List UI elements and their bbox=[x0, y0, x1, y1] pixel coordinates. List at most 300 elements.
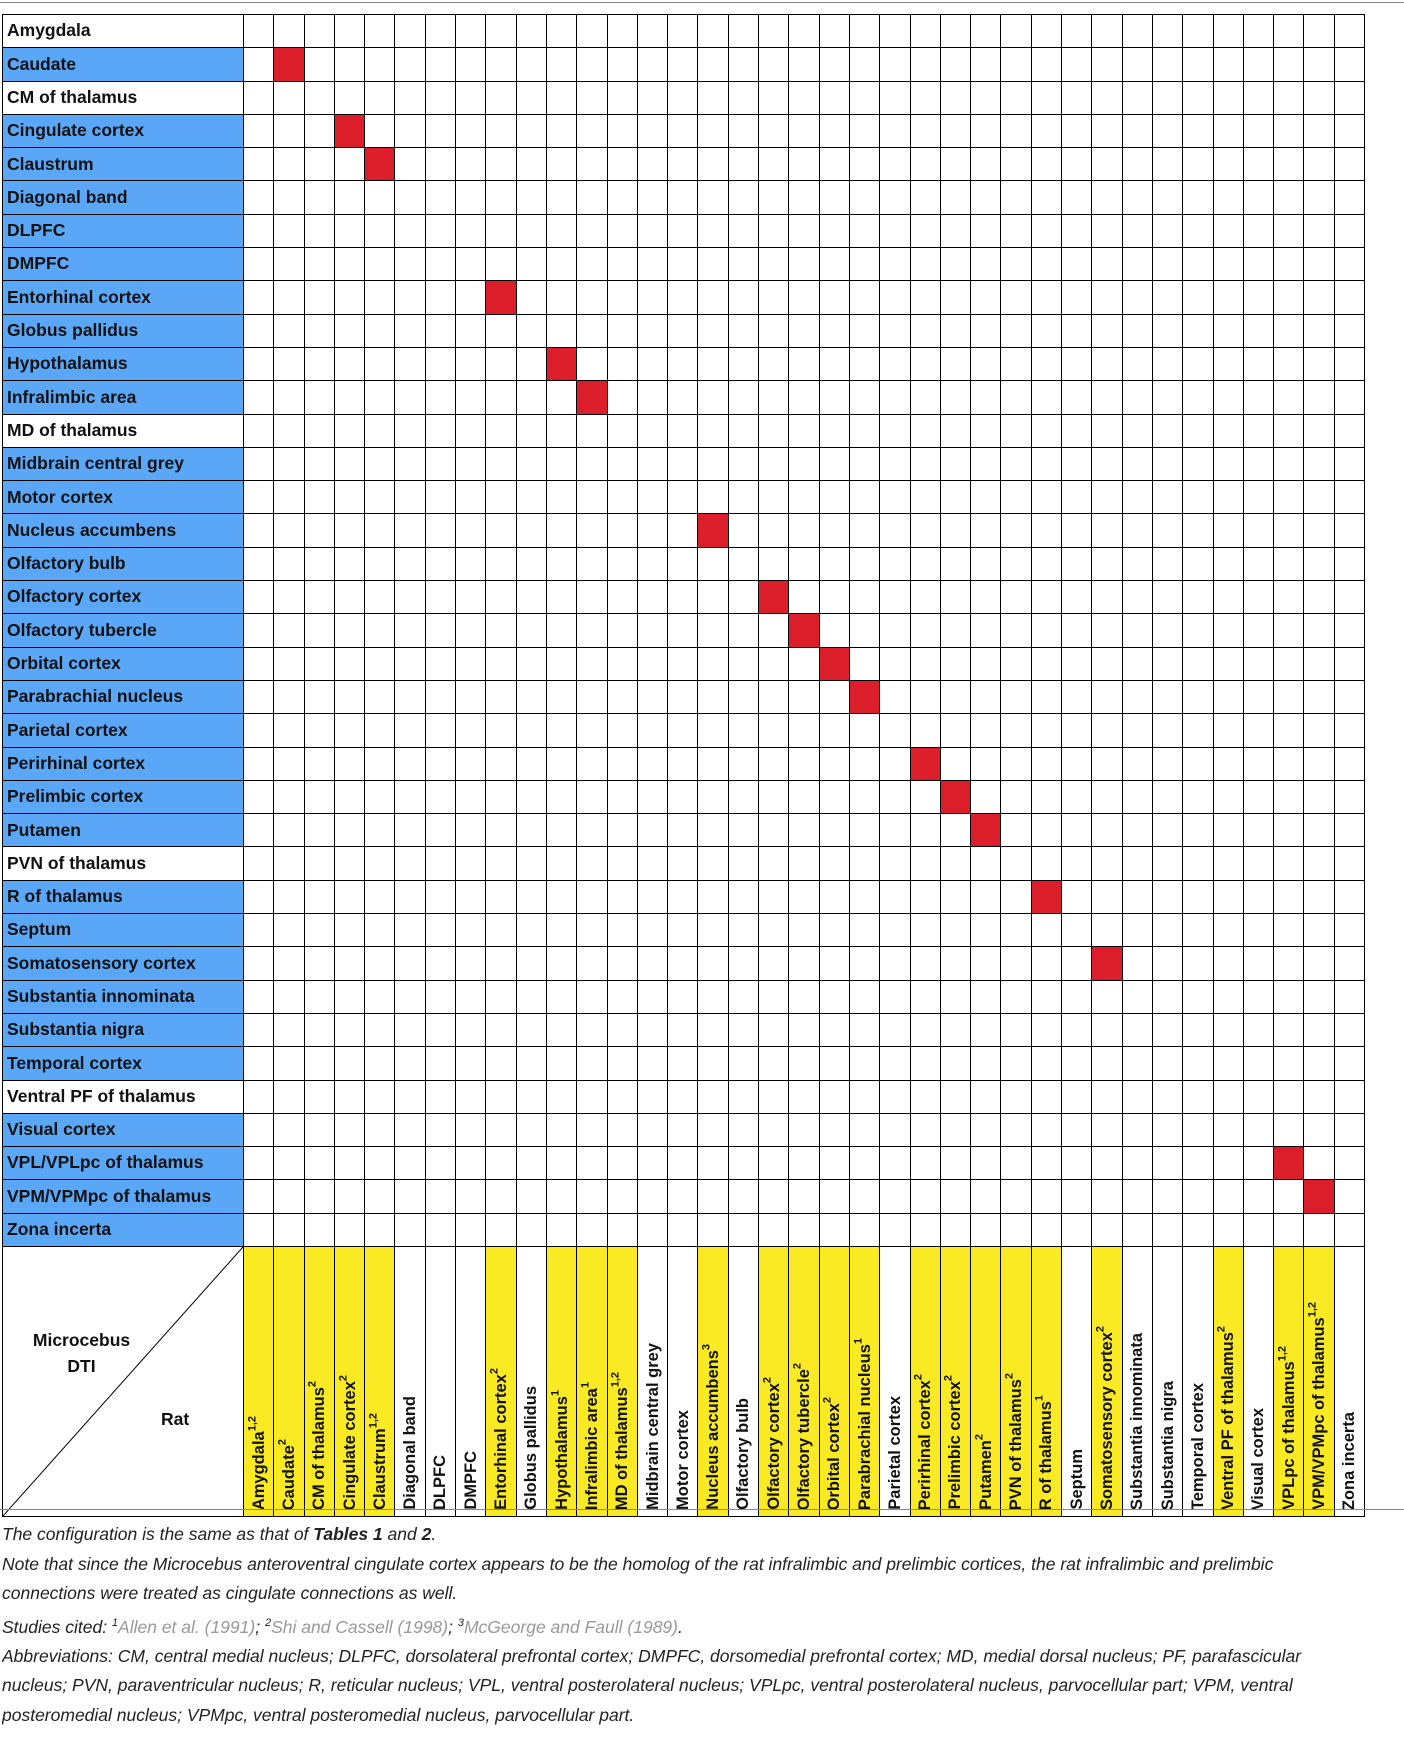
connection-cell bbox=[546, 1047, 576, 1080]
connection-cell bbox=[1243, 780, 1273, 813]
connection-cell bbox=[819, 581, 849, 614]
column-label: Midbrain central grey bbox=[637, 1246, 667, 1516]
connection-cell bbox=[1334, 1213, 1364, 1246]
connection-cell bbox=[728, 614, 758, 647]
connection-cell bbox=[940, 481, 970, 514]
connection-cell bbox=[910, 414, 940, 447]
corner-label-rat: Rat bbox=[161, 1408, 190, 1429]
connection-cell bbox=[1031, 1147, 1061, 1180]
connection-cell bbox=[1274, 48, 1304, 81]
connection-cell bbox=[304, 414, 334, 447]
connection-cell bbox=[1274, 148, 1304, 181]
connection-cell bbox=[698, 780, 728, 813]
connection-cell bbox=[1274, 847, 1304, 880]
connection-cell bbox=[1122, 1213, 1152, 1246]
connection-cell bbox=[516, 547, 546, 580]
column-label: Infralimbic area$^1$ bbox=[577, 1246, 607, 1516]
connection-cell bbox=[304, 914, 334, 947]
connection-cell bbox=[1274, 181, 1304, 214]
connection-cell-marked bbox=[334, 114, 364, 147]
connection-cell bbox=[365, 181, 395, 214]
connection-cell bbox=[880, 1013, 910, 1046]
connection-cell bbox=[1031, 780, 1061, 813]
connection-cell bbox=[274, 780, 304, 813]
connection-cell bbox=[1092, 214, 1122, 247]
connection-cell bbox=[1304, 481, 1334, 514]
connection-cell bbox=[1031, 114, 1061, 147]
connection-cell bbox=[1334, 281, 1364, 314]
row-label: Diagonal band bbox=[3, 181, 244, 214]
connection-cell bbox=[456, 447, 486, 480]
connection-cell bbox=[668, 314, 698, 347]
connection-cell bbox=[1304, 614, 1334, 647]
connection-cell bbox=[971, 381, 1001, 414]
connection-cell bbox=[425, 81, 455, 114]
connection-cell bbox=[1213, 914, 1243, 947]
connection-cell bbox=[365, 980, 395, 1013]
connection-cell bbox=[759, 314, 789, 347]
connection-cell bbox=[971, 1013, 1001, 1046]
connection-cell bbox=[1152, 947, 1182, 980]
connection-cell bbox=[1213, 481, 1243, 514]
connection-cell bbox=[516, 914, 546, 947]
connection-cell bbox=[1152, 114, 1182, 147]
connection-cell bbox=[304, 1047, 334, 1080]
connection-cell bbox=[728, 647, 758, 680]
connection-cell bbox=[425, 1113, 455, 1146]
connection-cell bbox=[334, 214, 364, 247]
connection-cell bbox=[789, 314, 819, 347]
connection-cell bbox=[668, 148, 698, 181]
connection-cell bbox=[668, 947, 698, 980]
connection-cell bbox=[668, 880, 698, 913]
row-label: Entorhinal cortex bbox=[3, 281, 244, 314]
connection-cell bbox=[698, 214, 728, 247]
connection-cell bbox=[546, 447, 576, 480]
connection-cell bbox=[607, 1180, 637, 1213]
connection-cell bbox=[1243, 381, 1273, 414]
connection-cell bbox=[395, 148, 425, 181]
connection-cell bbox=[607, 381, 637, 414]
connection-cell bbox=[971, 614, 1001, 647]
connection-cell bbox=[1152, 181, 1182, 214]
connection-cell bbox=[1001, 481, 1031, 514]
table-row bbox=[3, 947, 1365, 980]
connection-cell bbox=[516, 747, 546, 780]
connection-cell bbox=[759, 1013, 789, 1046]
connection-cell bbox=[668, 747, 698, 780]
connection-cell bbox=[728, 314, 758, 347]
connection-cell bbox=[486, 81, 516, 114]
connection-cell bbox=[1062, 947, 1092, 980]
connection-cell bbox=[637, 680, 667, 713]
row-label: Zona incerta bbox=[3, 1213, 244, 1246]
connection-cell bbox=[334, 1080, 364, 1113]
connection-cell bbox=[698, 414, 728, 447]
connection-cell bbox=[1334, 614, 1364, 647]
connection-cell bbox=[728, 581, 758, 614]
bottom-rule bbox=[0, 1509, 1404, 1510]
connection-cell bbox=[759, 1147, 789, 1180]
connection-cell bbox=[1062, 214, 1092, 247]
citation-link-1[interactable]: Allen et al. (1991) bbox=[118, 1616, 256, 1637]
table-row bbox=[3, 847, 1365, 880]
connection-cell bbox=[274, 148, 304, 181]
connection-cell bbox=[1274, 414, 1304, 447]
connection-cell bbox=[486, 947, 516, 980]
connection-cell bbox=[1092, 447, 1122, 480]
connection-cell bbox=[849, 81, 879, 114]
connection-cell bbox=[698, 447, 728, 480]
connection-cell bbox=[304, 747, 334, 780]
table-row bbox=[3, 1013, 1365, 1046]
table-row bbox=[3, 248, 1365, 281]
connection-cell bbox=[668, 1013, 698, 1046]
connection-cell bbox=[728, 1113, 758, 1146]
connection-cell bbox=[1122, 248, 1152, 281]
connection-cell bbox=[849, 1047, 879, 1080]
connection-cell bbox=[1031, 181, 1061, 214]
connection-cell bbox=[1092, 481, 1122, 514]
connection-cell bbox=[971, 114, 1001, 147]
connection-cell bbox=[486, 714, 516, 747]
connection-cell bbox=[819, 248, 849, 281]
connection-cell bbox=[516, 314, 546, 347]
row-label: PVN of thalamus bbox=[3, 847, 244, 880]
connection-cell bbox=[1274, 347, 1304, 380]
connection-cell bbox=[1001, 714, 1031, 747]
connection-cell bbox=[637, 1013, 667, 1046]
connection-cell bbox=[1334, 181, 1364, 214]
connection-cell bbox=[1304, 447, 1334, 480]
connection-cell bbox=[849, 647, 879, 680]
connection-cell bbox=[1001, 48, 1031, 81]
connection-cell bbox=[910, 1213, 940, 1246]
connection-cell bbox=[304, 248, 334, 281]
connection-cell bbox=[607, 1147, 637, 1180]
connection-cell bbox=[1243, 347, 1273, 380]
connection-cell bbox=[759, 1213, 789, 1246]
connection-cell bbox=[819, 447, 849, 480]
connection-cell bbox=[819, 947, 849, 980]
connection-cell bbox=[880, 647, 910, 680]
table-row bbox=[3, 1113, 1365, 1146]
connection-cell bbox=[789, 1013, 819, 1046]
connection-cell bbox=[334, 15, 364, 48]
connection-cell bbox=[698, 381, 728, 414]
connection-cell bbox=[1304, 1080, 1334, 1113]
connection-cell bbox=[637, 714, 667, 747]
connection-cell bbox=[940, 847, 970, 880]
connection-cell bbox=[1122, 780, 1152, 813]
connection-cell bbox=[607, 614, 637, 647]
connection-cell bbox=[728, 714, 758, 747]
connection-cell bbox=[334, 347, 364, 380]
connection-cell bbox=[1152, 381, 1182, 414]
connection-cell bbox=[637, 447, 667, 480]
connection-cell bbox=[334, 547, 364, 580]
connection-cell bbox=[546, 148, 576, 181]
connection-cell bbox=[819, 614, 849, 647]
connection-cell bbox=[1062, 914, 1092, 947]
connection-cell bbox=[334, 281, 364, 314]
connection-cell bbox=[698, 647, 728, 680]
connection-cell bbox=[365, 680, 395, 713]
connection-cell bbox=[1092, 1013, 1122, 1046]
connection-cell bbox=[1183, 1113, 1213, 1146]
connection-cell bbox=[274, 248, 304, 281]
connection-cell bbox=[1183, 1213, 1213, 1246]
connection-cell bbox=[1092, 1080, 1122, 1113]
connection-cell bbox=[1183, 1047, 1213, 1080]
connection-cell bbox=[1062, 614, 1092, 647]
connection-cell bbox=[546, 15, 576, 48]
connection-cell bbox=[759, 347, 789, 380]
connection-cell bbox=[1031, 214, 1061, 247]
connection-cell bbox=[577, 1080, 607, 1113]
connection-cell bbox=[668, 814, 698, 847]
connection-cell bbox=[1001, 381, 1031, 414]
connection-cell bbox=[668, 381, 698, 414]
connection-cell bbox=[1274, 980, 1304, 1013]
connection-cell bbox=[546, 481, 576, 514]
connection-cell bbox=[637, 914, 667, 947]
connection-cell bbox=[456, 481, 486, 514]
connection-cell bbox=[365, 847, 395, 880]
connection-cell bbox=[395, 947, 425, 980]
connection-cell bbox=[365, 114, 395, 147]
connection-cell bbox=[546, 780, 576, 813]
connection-cell bbox=[546, 1213, 576, 1246]
connection-cell bbox=[880, 980, 910, 1013]
connection-cell bbox=[516, 980, 546, 1013]
connection-cell bbox=[304, 314, 334, 347]
connection-cell bbox=[304, 481, 334, 514]
connection-cell bbox=[1213, 1113, 1243, 1146]
connection-cell bbox=[759, 114, 789, 147]
connection-cell bbox=[365, 15, 395, 48]
connection-cell bbox=[728, 214, 758, 247]
connection-cell bbox=[516, 647, 546, 680]
connection-cell bbox=[1031, 414, 1061, 447]
connection-cell bbox=[546, 581, 576, 614]
column-label: Substantia nigra bbox=[1152, 1246, 1182, 1516]
connection-cell bbox=[789, 914, 819, 947]
connection-cell bbox=[607, 148, 637, 181]
connection-cell bbox=[1092, 1180, 1122, 1213]
connection-cell bbox=[334, 1047, 364, 1080]
connection-cell bbox=[880, 947, 910, 980]
connection-cell bbox=[607, 747, 637, 780]
citation-link-3[interactable]: McGeorge and Faull (1989) bbox=[463, 1616, 678, 1637]
connection-cell bbox=[395, 15, 425, 48]
connection-cell bbox=[1243, 714, 1273, 747]
connection-cell bbox=[1122, 148, 1152, 181]
connection-cell bbox=[971, 847, 1001, 880]
connection-cell bbox=[425, 680, 455, 713]
connection-cell bbox=[1334, 1047, 1364, 1080]
connection-cell bbox=[789, 1113, 819, 1146]
connection-cell bbox=[425, 15, 455, 48]
column-label: Substantia innominata bbox=[1122, 1246, 1152, 1516]
table-row bbox=[3, 148, 1365, 181]
connection-cell bbox=[728, 381, 758, 414]
connection-cell bbox=[577, 1180, 607, 1213]
connection-cell bbox=[880, 214, 910, 247]
table-row bbox=[3, 880, 1365, 913]
connection-cell bbox=[1152, 814, 1182, 847]
connection-cell bbox=[1243, 81, 1273, 114]
connection-cell bbox=[274, 1113, 304, 1146]
connection-cell bbox=[698, 814, 728, 847]
connection-cell bbox=[880, 1213, 910, 1246]
connection-cell bbox=[607, 114, 637, 147]
connection-cell bbox=[668, 1213, 698, 1246]
connection-cell bbox=[637, 1147, 667, 1180]
connection-cell bbox=[486, 1147, 516, 1180]
connection-cell bbox=[849, 1113, 879, 1146]
connection-cell-marked bbox=[1092, 947, 1122, 980]
connection-cell bbox=[304, 847, 334, 880]
connection-cell bbox=[1122, 1047, 1152, 1080]
connection-cell bbox=[971, 181, 1001, 214]
connection-cell bbox=[698, 1147, 728, 1180]
row-label: Infralimbic area bbox=[3, 381, 244, 414]
connection-cell bbox=[1213, 847, 1243, 880]
top-rule bbox=[0, 2, 1404, 3]
connection-cell bbox=[1274, 481, 1304, 514]
connection-cell bbox=[728, 547, 758, 580]
connection-cell bbox=[1152, 1113, 1182, 1146]
column-label: Cingulate cortex$^2$ bbox=[334, 1246, 364, 1516]
connection-cell bbox=[1152, 447, 1182, 480]
column-header-row bbox=[3, 1246, 1365, 1516]
connection-cell bbox=[1183, 514, 1213, 547]
connection-cell bbox=[334, 514, 364, 547]
row-label: Parietal cortex bbox=[3, 714, 244, 747]
connection-cell bbox=[1001, 248, 1031, 281]
table-row bbox=[3, 514, 1365, 547]
connection-cell bbox=[971, 1147, 1001, 1180]
connection-cell bbox=[1334, 81, 1364, 114]
row-label: R of thalamus bbox=[3, 880, 244, 913]
connection-cell bbox=[637, 15, 667, 48]
connection-cell bbox=[274, 847, 304, 880]
note-studies-cited: Studies cited: $^1$Allen et al. (1991); $^2$Shi and Cassell (1998); $^3$McGeorge and Faull (1989). bbox=[2, 1616, 683, 1637]
connection-cell bbox=[1304, 914, 1334, 947]
connection-cell bbox=[577, 248, 607, 281]
connection-cell bbox=[546, 647, 576, 680]
connection-cell bbox=[759, 880, 789, 913]
connection-cell bbox=[849, 248, 879, 281]
connection-cell bbox=[486, 447, 516, 480]
connection-cell bbox=[759, 680, 789, 713]
connection-cell bbox=[546, 114, 576, 147]
connection-cell bbox=[637, 347, 667, 380]
connection-cell bbox=[637, 1080, 667, 1113]
citation-link-2[interactable]: Shi and Cassell (1998) bbox=[271, 1616, 449, 1637]
connection-cell bbox=[395, 248, 425, 281]
connection-cell bbox=[395, 314, 425, 347]
connection-cell bbox=[516, 880, 546, 913]
connection-cell bbox=[1031, 914, 1061, 947]
connection-cell bbox=[1092, 714, 1122, 747]
connection-cell bbox=[1213, 1147, 1243, 1180]
connection-cell bbox=[759, 514, 789, 547]
connection-cell bbox=[456, 814, 486, 847]
row-label: DLPFC bbox=[3, 214, 244, 247]
connection-cell bbox=[880, 281, 910, 314]
connection-cell bbox=[577, 547, 607, 580]
connection-cell bbox=[486, 547, 516, 580]
connection-cell bbox=[759, 647, 789, 680]
connection-cell bbox=[971, 481, 1001, 514]
connection-cell bbox=[516, 48, 546, 81]
connection-cell bbox=[940, 614, 970, 647]
connection-cell bbox=[516, 347, 546, 380]
row-label: Temporal cortex bbox=[3, 1047, 244, 1080]
table1-ref[interactable]: Tables 1 bbox=[313, 1524, 383, 1544]
connection-cell bbox=[971, 647, 1001, 680]
connection-cell bbox=[698, 281, 728, 314]
connection-cell bbox=[668, 847, 698, 880]
connection-cell bbox=[1183, 1013, 1213, 1046]
connection-cell bbox=[668, 980, 698, 1013]
connection-cell bbox=[334, 381, 364, 414]
connection-cell bbox=[940, 15, 970, 48]
connection-cell bbox=[1183, 347, 1213, 380]
connection-cell bbox=[1304, 181, 1334, 214]
connection-cell bbox=[971, 680, 1001, 713]
connection-cell bbox=[1243, 314, 1273, 347]
connection-cell bbox=[486, 314, 516, 347]
connection-cell bbox=[456, 914, 486, 947]
connection-cell bbox=[425, 980, 455, 1013]
table-row bbox=[3, 814, 1365, 847]
connection-cell bbox=[1243, 248, 1273, 281]
connection-cell bbox=[304, 447, 334, 480]
connection-cell bbox=[1183, 148, 1213, 181]
connection-cell-marked bbox=[910, 747, 940, 780]
connection-cell bbox=[1304, 81, 1334, 114]
connection-cell bbox=[819, 281, 849, 314]
connection-cell bbox=[1274, 381, 1304, 414]
connection-cell bbox=[1274, 547, 1304, 580]
connection-cell bbox=[456, 1180, 486, 1213]
connection-cell bbox=[607, 15, 637, 48]
connection-cell bbox=[698, 1013, 728, 1046]
connection-cell bbox=[546, 414, 576, 447]
column-label: Prelimbic cortex$^2$ bbox=[940, 1246, 970, 1516]
connection-cell bbox=[1062, 1180, 1092, 1213]
connection-cell bbox=[971, 447, 1001, 480]
connection-cell bbox=[516, 15, 546, 48]
connection-cell bbox=[1243, 847, 1273, 880]
connection-cell bbox=[1001, 214, 1031, 247]
connection-cell bbox=[1152, 414, 1182, 447]
connection-cell bbox=[1122, 447, 1152, 480]
connection-cell bbox=[1334, 1147, 1364, 1180]
connection-cell bbox=[1062, 1213, 1092, 1246]
connection-cell bbox=[1092, 980, 1122, 1013]
table2-ref[interactable]: 2 bbox=[421, 1524, 432, 1544]
connection-cell bbox=[1031, 248, 1061, 281]
connection-cell bbox=[244, 114, 274, 147]
connection-cell bbox=[1152, 581, 1182, 614]
table-row bbox=[3, 1080, 1365, 1113]
connection-cell bbox=[304, 1113, 334, 1146]
connection-cell bbox=[789, 680, 819, 713]
